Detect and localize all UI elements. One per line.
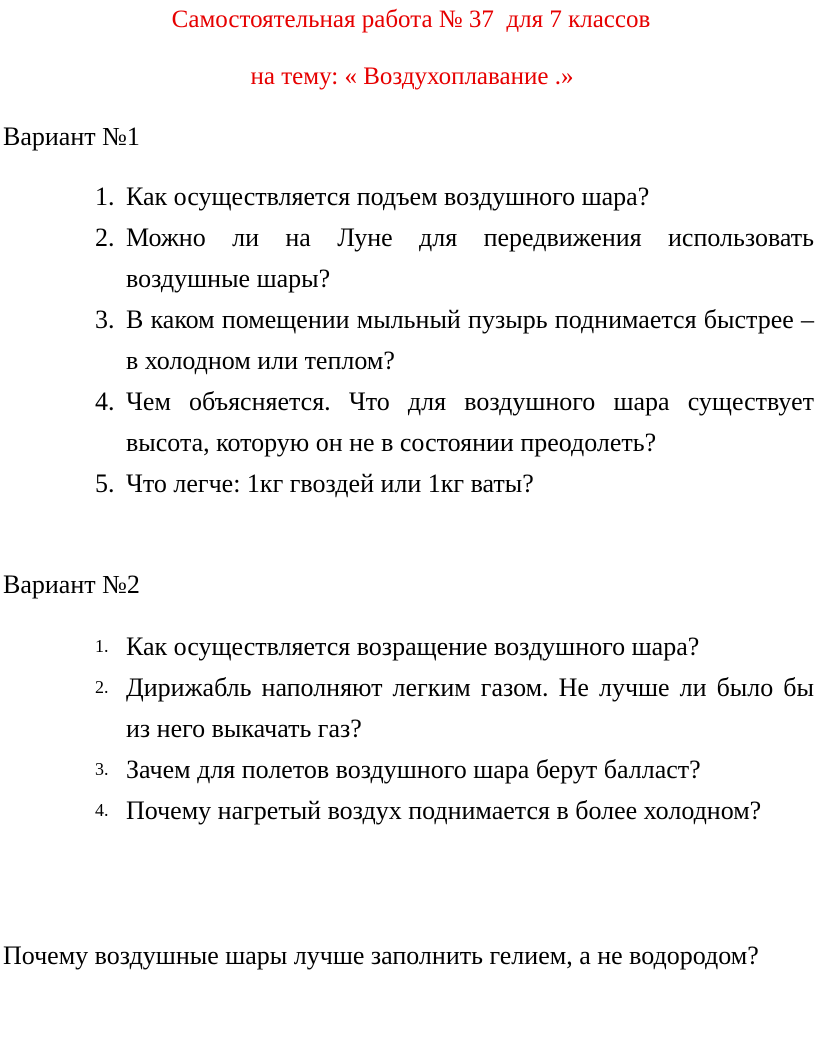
- question-text: В каком помещении мыльный пузырь поднимается быстрее – в холодном или теплом?: [126, 305, 814, 375]
- question-text: Можно ли на Луне для передвижения использовать воздушные шары?: [126, 223, 814, 293]
- question-text: Как осуществляется возращение воздушного шара?: [126, 632, 700, 661]
- variant-2-question-2: [0, 667, 816, 749]
- question-number: 3.: [95, 305, 115, 334]
- variant-1-question-5: [0, 463, 816, 504]
- question-number: 4.: [95, 800, 109, 820]
- closing-question: Почему воздушные шары лучше заполнить гелием, а не водородом?: [3, 941, 759, 970]
- question-text: Как осуществляется подъем воздушного шара?: [126, 182, 650, 211]
- variant-2-question-4: [0, 790, 816, 831]
- question-number: 5.: [95, 469, 115, 498]
- question-number: 3.: [95, 759, 109, 779]
- question-text: Дирижабль наполняют легким газом. Не лучше ли было бы из него выкачать газ?: [126, 673, 814, 743]
- variant-2-heading: Вариант №2: [3, 570, 140, 599]
- variant-1-question-4: [0, 381, 816, 463]
- question-number: 2.: [95, 223, 115, 252]
- variant-1-question-3: [0, 299, 816, 381]
- question-text: Почему нагретый воздух поднимается в более холодном?: [126, 796, 762, 825]
- question-text: Зачем для полетов воздушного шара берут балласт?: [126, 755, 701, 784]
- variant-1-heading: Вариант №1: [3, 122, 140, 151]
- document-title: Самостоятельная работа № 37 для 7 классов: [171, 6, 651, 33]
- question-number: 4.: [95, 387, 115, 416]
- variant-2-question-list: [0, 626, 816, 831]
- question-text: Чем объясняется. Что для воздушного шара существует высота, которую он не в состоянии преодолеть?: [126, 387, 814, 457]
- document-subtitle: на тему: « Воздухоплавание .»: [250, 63, 574, 90]
- variant-2-question-1: [0, 626, 816, 667]
- question-number: 2.: [95, 677, 109, 697]
- variant-1-question-list: [0, 176, 816, 504]
- variant-1-question-1: [0, 176, 816, 217]
- question-number: 1.: [95, 636, 109, 656]
- question-number: 1.: [95, 182, 115, 211]
- variant-1-question-2: [0, 217, 816, 299]
- question-text: Что легче: 1кг гвоздей или 1кг ваты?: [126, 469, 534, 498]
- variant-2-question-3: [0, 749, 816, 790]
